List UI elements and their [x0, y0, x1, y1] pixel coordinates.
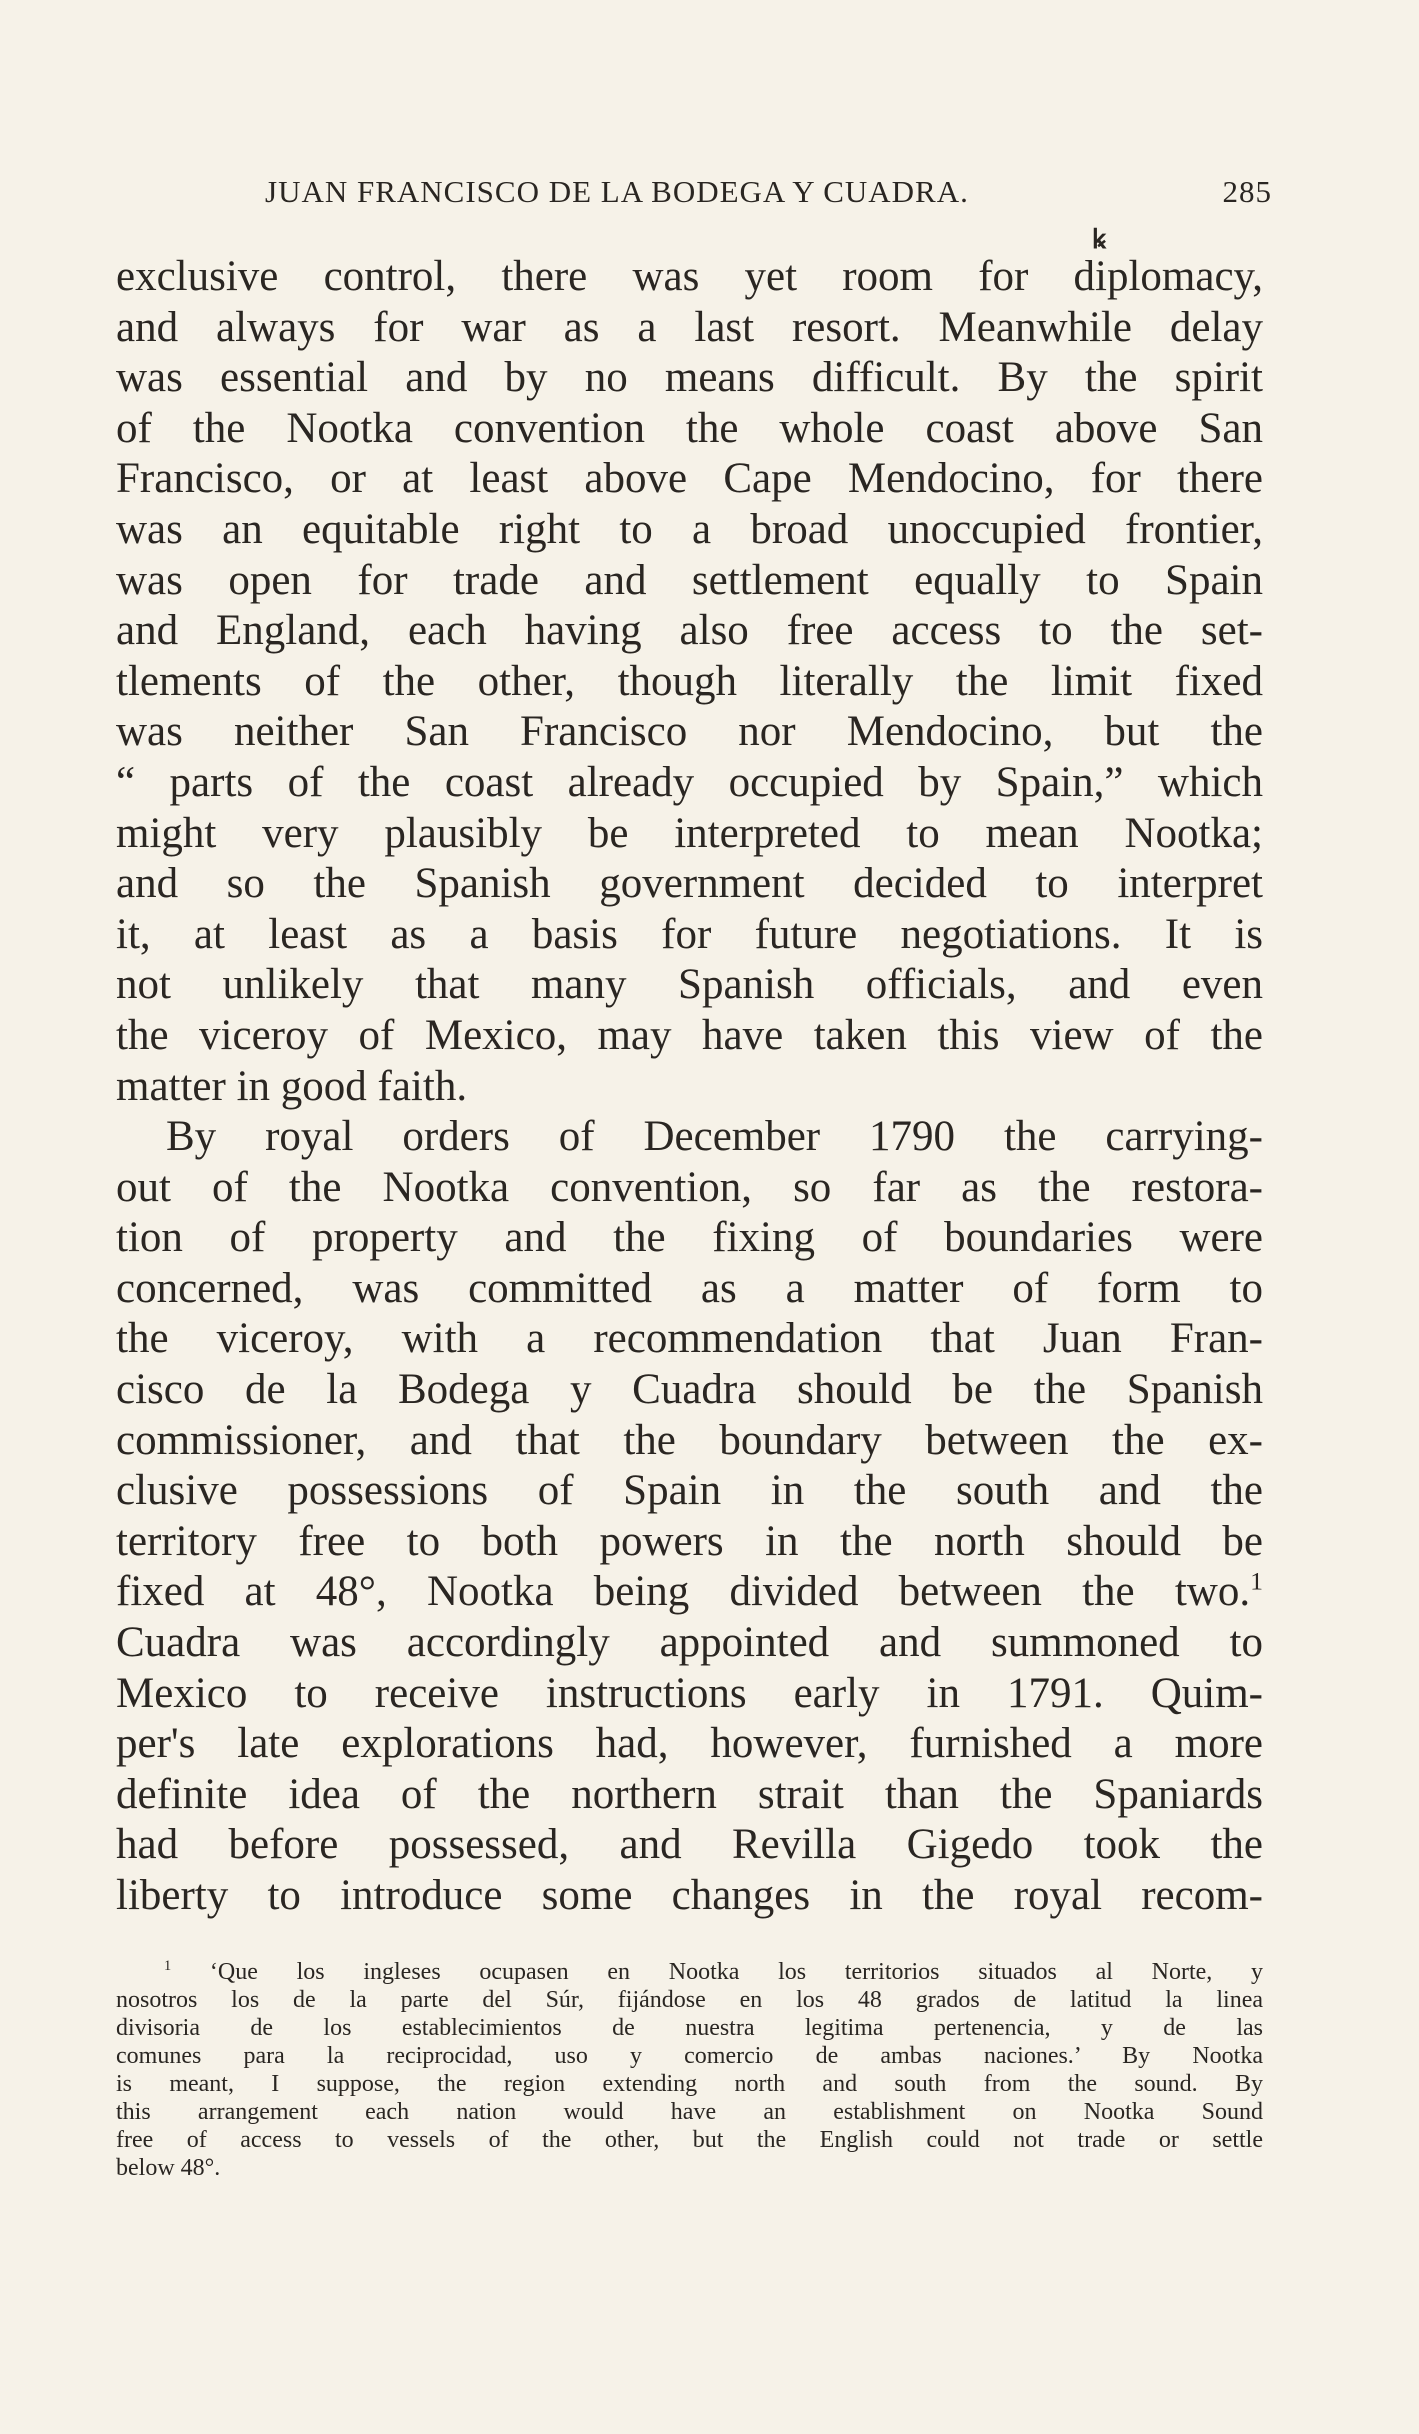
footnote-line: divisoria de los establecimientos de nuestra legitima pertenencia, y de las — [116, 2015, 1263, 2041]
text-line: “ parts of the coast already occupied by Spain,” which — [116, 758, 1263, 806]
footnote-line: nosotros los de la parte del Súr, fijándose en los 48 grados de latitud la linea — [116, 1987, 1263, 2013]
text-line: concerned, was committed as a matter of form to — [116, 1264, 1263, 1312]
footnote — [116, 1958, 1263, 2182]
text-span: fixed at 48°, Nootka being divided between the two. — [116, 1568, 1251, 1616]
text-line: Cuadra was accordingly appointed and summoned to — [116, 1619, 1263, 1667]
footnote-reference: 1 — [1250, 1567, 1263, 1597]
text-line: Mexico to receive instructions early in 1791. Quim- — [116, 1669, 1263, 1717]
text-line: was essential and by no means difficult. By the spirit — [116, 354, 1263, 402]
text-line: liberty to introduce some changes in the royal recom- — [116, 1872, 1263, 1919]
text-line: and so the Spanish government decided to interpret — [116, 860, 1263, 908]
text-line: out of the Nootka convention, so far as the restora- — [116, 1163, 1263, 1211]
text-line: exclusive control, there was yet room for diplomacy, — [116, 253, 1263, 300]
text-line: the viceroy of Mexico, may have taken this view of the — [116, 1011, 1263, 1059]
text-line: territory free to both powers in the north should be — [116, 1517, 1263, 1565]
text-line: it, at least as a basis for future negotiations. It is — [116, 910, 1263, 958]
text-line: cisco de la Bodega y Cuadra should be the Spanish — [116, 1366, 1263, 1414]
text-line: was open for trade and settlement equally to Spain — [116, 556, 1263, 604]
text-line: of the Nootka convention the whole coast above San — [116, 404, 1263, 452]
body-text — [116, 252, 1263, 1922]
text-line: and always for war as a last resort. Meanwhile delay — [116, 303, 1263, 351]
footnote-line: is meant, I suppose, the region extending north and south from the sound. By — [116, 2071, 1263, 2097]
text-line-with-note — [116, 1567, 1263, 1618]
text-line: Francisco, or at least above Cape Mendocino, for there — [116, 455, 1263, 503]
text-line: the viceroy, with a recommendation that Juan Fran- — [116, 1315, 1263, 1363]
text-line: and England, each having also free access to the set- — [116, 607, 1263, 655]
footnote-line: free of access to vessels of the other, but the English could not trade or settle — [116, 2127, 1263, 2153]
text-line: was neither San Francisco nor Mendocino, but the — [116, 708, 1263, 756]
text-line: was an equitable right to a broad unoccupied frontier, — [116, 505, 1263, 553]
paragraph-2 — [116, 1112, 1263, 1922]
text-line: tion of property and the fixing of boundaries were — [116, 1214, 1263, 1262]
text-line: per's late explorations had, however, furnished a more — [116, 1720, 1263, 1768]
text-line: not unlikely that many Spanish officials, and even — [116, 961, 1263, 1009]
footnote-line: below 48°. — [116, 2155, 221, 2181]
paragraph-1 — [116, 252, 1263, 1112]
text-line: had before possessed, and Revilla Gigedo took the — [116, 1821, 1263, 1869]
running-header — [170, 174, 1272, 220]
text-line: By royal orders of December 1790 the carrying- — [166, 1113, 1263, 1161]
text-line: definite idea of the northern strait than the Spaniards — [116, 1770, 1263, 1818]
running-title: JUAN FRANCISCO DE LA BODEGA Y CUADRA. — [265, 174, 969, 209]
footnote-text: ‘Que los ingleses ocupasen en Nootka los territorios situados al Norte, y — [209, 1959, 1264, 1985]
footnote-line: this arrangement each nation would have an establishment on Nootka Sound — [116, 2099, 1263, 2125]
text-line: commissioner, and that the boundary between the ex- — [116, 1416, 1263, 1464]
text-line: matter in good faith. — [116, 1062, 468, 1110]
footnote-marker: 1 — [164, 1958, 172, 1974]
footnote-line — [116, 1958, 1263, 1986]
footnote-line: comunes para la reciprocidad, uso y comercio de ambas naciones.’ By Nootka — [116, 2043, 1263, 2069]
text-line: tlements of the other, though literally the limit fixed — [116, 657, 1263, 705]
text-line: clusive possessions of Spain in the south and the — [116, 1467, 1263, 1515]
margin-mark: ꝃ — [1092, 225, 1106, 254]
text-line: might very plausibly be interpreted to mean Nootka; — [116, 809, 1263, 857]
page-number: 285 — [1222, 174, 1272, 209]
